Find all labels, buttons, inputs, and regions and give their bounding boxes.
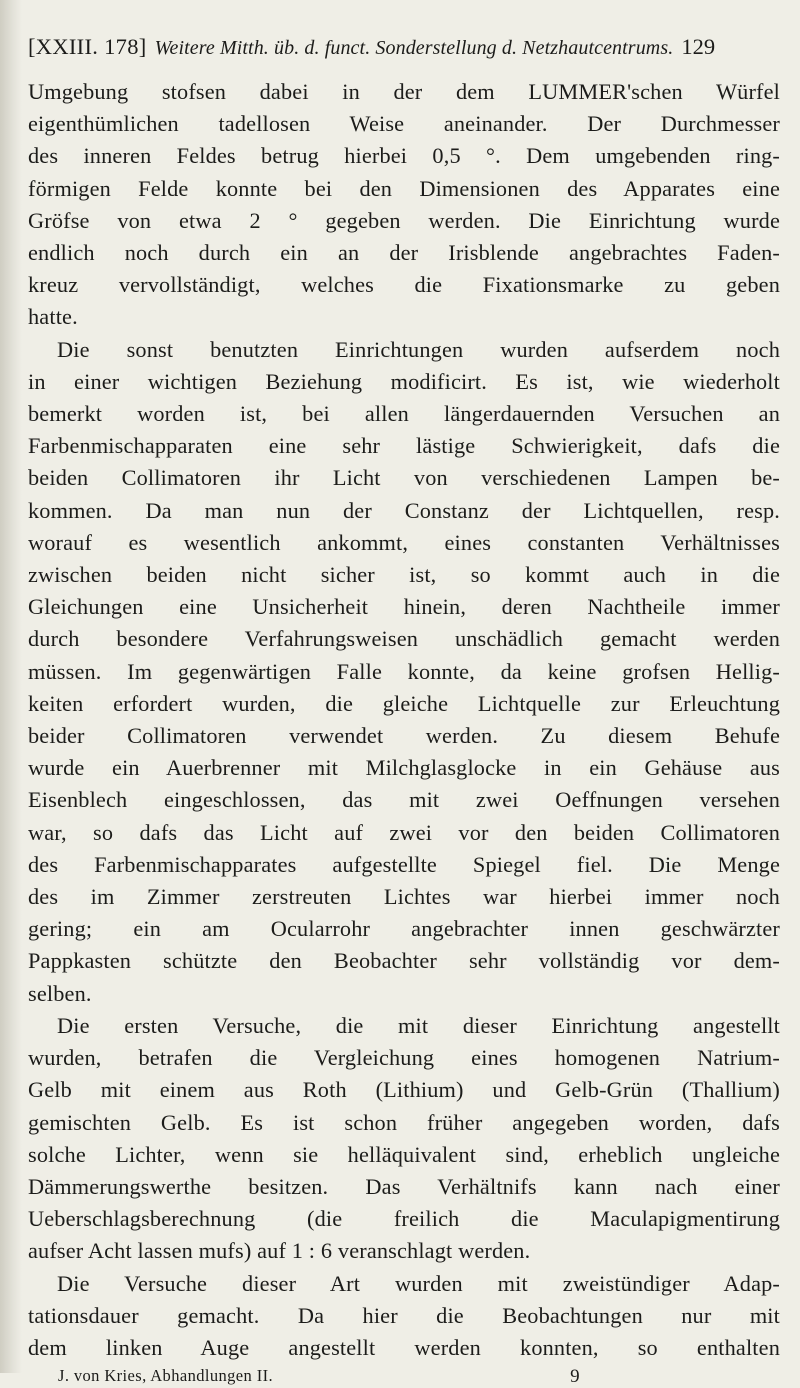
text-line: gering; ein am Ocularrohr angebrachter innen geschwärzter	[28, 916, 780, 942]
text-line: Pappkasten schützte den Beobachter sehr vollständig vor dem-	[28, 948, 780, 974]
text-line: aufser Acht lassen mufs) auf 1 : 6 veranschlagt werden.	[28, 1238, 531, 1264]
text-line: Umgebung stofsen dabei in der dem LUMMER'schen Würfel	[28, 79, 780, 104]
text-line: müssen. Im gegenwärtigen Falle konnte, da keine grofsen Hellig-	[28, 658, 780, 684]
text-line: kreuz vervollständigt, welches die Fixationsmarke zu geben	[28, 272, 780, 298]
running-head	[28, 34, 780, 68]
book-page	[28, 34, 780, 1388]
running-title: Weitere Mitth. üb. d. funct. Sonderstellung d. Netzhautcentrums.	[154, 37, 674, 59]
text-line: des Farbenmischapparates aufgestellte Spiegel fiel. Die Menge	[28, 851, 780, 877]
signature-mark: 9	[570, 1366, 580, 1388]
text-line: Eisenblech eingeschlossen, das mit zwei Oeffnungen versehen	[28, 787, 780, 813]
binding-shadow	[0, 0, 22, 1373]
text-line: selben.	[28, 980, 92, 1006]
text-line: Gröfse von etwa 2 ° gegeben werden. Die Einrichtung wurde	[28, 207, 780, 233]
text-line: zwischen beiden nicht sicher ist, so kommt auch in die	[28, 562, 780, 588]
text-line: des inneren Feldes betrug hierbei 0,5 °. Dem umgebenden ring-	[28, 143, 780, 169]
text-line: tationsdauer gemacht. Da hier die Beobachtungen nur mit	[28, 1302, 780, 1328]
text-line: Gleichungen eine Unsicherheit hinein, deren Nachtheile immer	[28, 594, 780, 620]
text-line: beider Collimatoren verwendet werden. Zu diesem Behufe	[28, 723, 780, 749]
text-line: eigenthümlichen tadellosen Weise aneinander. Der Durchmesser	[28, 111, 780, 137]
text-line: solche Lichter, wenn sie helläquivalent sind, erheblich ungleiche	[28, 1141, 780, 1167]
body-text	[28, 76, 780, 1364]
text-line: wurden, betrafen die Vergleichung eines homogenen Natrium-	[28, 1045, 780, 1071]
text-line: worauf es wesentlich ankommt, eines constanten Verhältnisses	[28, 529, 780, 555]
text-line: kommen. Da man nun der Constanz der Lichtquellen, resp.	[28, 497, 780, 523]
text-line: bemerkt worden ist, bei allen längerdauernden Versuchen an	[28, 401, 780, 427]
text-line: hatte.	[28, 304, 78, 330]
text-line: beiden Collimatoren ihr Licht von verschiedenen Lampen be-	[28, 465, 780, 491]
text-line: Dämmerungswerthe besitzen. Das Verhältnifs kann nach einer	[28, 1173, 780, 1199]
text-line: Farbenmischapparaten eine sehr lästige Schwierigkeit, dafs die	[28, 433, 780, 459]
text-line: Ueberschlagsberechnung (die freilich die Maculapigmentirung	[28, 1206, 780, 1232]
signature-text: J. von Kries, Abhandlungen II.	[58, 1366, 274, 1386]
printer-signature	[28, 1366, 780, 1388]
text-line: Gelb mit einem aus Roth (Lithium) und Gelb-Grün (Thallium)	[28, 1077, 780, 1103]
text-line: dem linken Auge angestellt werden konnten, so enthalten	[28, 1334, 780, 1360]
text-line: in einer wichtigen Beziehung modificirt. Es ist, wie wiederholt	[28, 368, 780, 394]
text-line: gemischten Gelb. Es ist schon früher angegeben worden, dafs	[28, 1109, 780, 1135]
text-line: keiten erfordert wurden, die gleiche Lichtquelle zur Erleuchtung	[28, 690, 780, 716]
text-line: Die sonst benutzten Einrichtungen wurden aufserdem noch	[57, 336, 780, 362]
page-number: 129	[681, 34, 716, 59]
text-line: wurde ein Auerbrenner mit Milchglasglocke in ein Gehäuse aus	[28, 755, 780, 781]
text-line: förmigen Felde konnte bei den Dimensionen des Apparates eine	[28, 175, 780, 201]
text-line: durch besondere Verfahrungsweisen unschädlich gemacht werden	[28, 626, 780, 652]
text-line: Die Versuche dieser Art wurden mit zweistündiger Adap-	[57, 1270, 780, 1296]
text-line: des im Zimmer zerstreuten Lichtes war hierbei immer noch	[28, 884, 780, 910]
section-reference: [XXIII. 178]	[28, 34, 147, 59]
text-line: Die ersten Versuche, die mit dieser Einrichtung angestellt	[57, 1012, 780, 1038]
text-line: endlich noch durch ein an der Irisblende angebrachtes Faden-	[28, 240, 780, 266]
text-line: war, so dafs das Licht auf zwei vor den beiden Collimatoren	[28, 819, 780, 845]
